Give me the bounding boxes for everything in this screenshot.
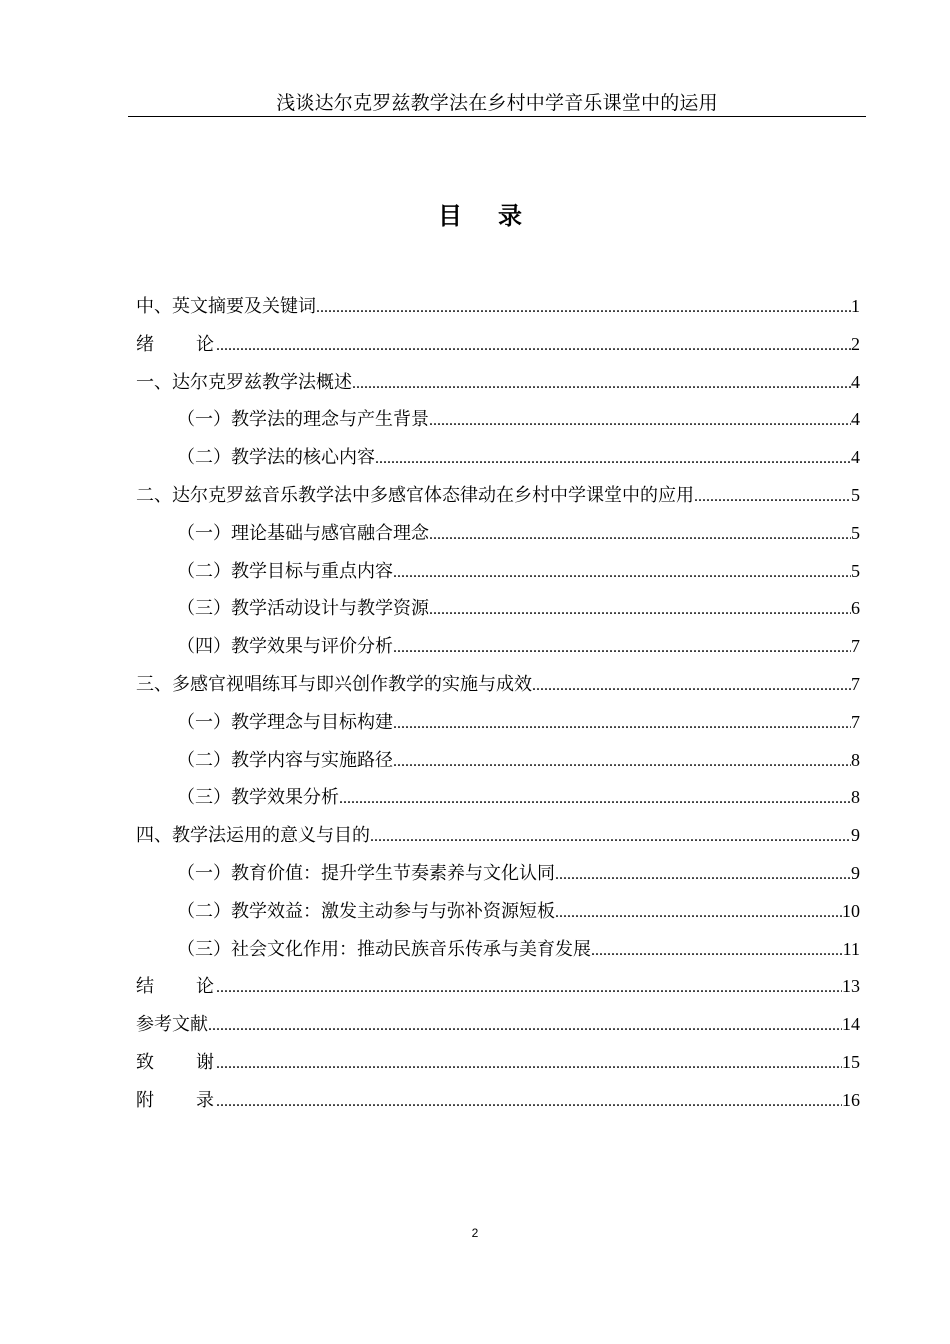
toc-dot-leader bbox=[393, 710, 851, 738]
toc-entry[interactable] bbox=[136, 632, 860, 670]
toc-entry[interactable] bbox=[136, 292, 860, 330]
toc-entry-page: 4 bbox=[851, 447, 860, 468]
toc-entry[interactable] bbox=[136, 972, 860, 1010]
toc-entry-title: （一）教育价值：提升学生节奏素养与文化认同 bbox=[177, 862, 555, 884]
toc-entry-title: （三）教学活动设计与教学资源 bbox=[177, 598, 429, 620]
toc-entry[interactable] bbox=[136, 746, 860, 784]
toc-dot-leader bbox=[208, 1012, 842, 1040]
toc-entry-page: 5 bbox=[851, 522, 860, 543]
toc-entry[interactable] bbox=[136, 557, 860, 595]
toc-entry-page: 8 bbox=[851, 749, 860, 770]
toc-entry-title: （二）教学效益：激发主动参与与弥补资源短板 bbox=[177, 900, 555, 922]
toc-entry-page: 4 bbox=[851, 371, 860, 392]
toc-dot-leader bbox=[316, 294, 851, 322]
toc-entry-page: 2 bbox=[851, 333, 860, 354]
toc-entry-page: 1 bbox=[851, 296, 860, 316]
toc-entry[interactable] bbox=[136, 935, 860, 973]
toc-dot-leader bbox=[216, 1050, 842, 1078]
toc-dot-leader bbox=[375, 445, 851, 473]
toc-entry-title: 参考文献 bbox=[136, 1014, 208, 1036]
toc-entry[interactable] bbox=[136, 708, 860, 746]
toc-entry[interactable] bbox=[136, 443, 860, 481]
toc-entry[interactable] bbox=[136, 897, 860, 935]
toc-entry-title: （一）理论基础与感官融合理念 bbox=[177, 522, 429, 544]
toc-entry-title: （一）教学理念与目标构建 bbox=[177, 711, 393, 733]
toc-dot-leader bbox=[555, 899, 842, 927]
toc-entry[interactable] bbox=[136, 821, 860, 859]
toc-entry-title: 附录 bbox=[136, 1089, 256, 1111]
toc-entry-title: 四、教学法运用的意义与目的 bbox=[136, 825, 370, 847]
toc-dot-leader bbox=[393, 748, 851, 776]
toc-entry-page: 7 bbox=[851, 711, 860, 732]
toc-entry-page: 9 bbox=[851, 825, 860, 846]
toc-title: 目录 bbox=[438, 201, 558, 230]
toc-entry-page: 7 bbox=[851, 673, 860, 694]
toc-entry-page: 5 bbox=[851, 484, 860, 505]
toc-dot-leader bbox=[216, 974, 842, 1002]
toc-dot-leader bbox=[393, 634, 851, 662]
toc-entry[interactable] bbox=[136, 519, 860, 557]
toc-entry-title: 致谢 bbox=[136, 1051, 256, 1073]
toc-dot-leader bbox=[429, 596, 851, 624]
header-rule bbox=[128, 116, 866, 117]
toc-entry[interactable] bbox=[136, 1048, 860, 1086]
toc-entry-title: （四）教学效果与评价分析 bbox=[177, 636, 393, 658]
toc-entry-title: 三、多感官视唱练耳与即兴创作教学的实施与成效 bbox=[136, 673, 532, 695]
toc-entry-title: 一、达尔克罗兹教学法概述 bbox=[136, 371, 352, 393]
page-number: 2 bbox=[471, 1226, 479, 1240]
toc-entry[interactable] bbox=[136, 330, 860, 368]
running-header: 浅谈达尔克罗兹教学法在乡村中学音乐课堂中的运用 bbox=[276, 92, 718, 114]
toc-entry[interactable] bbox=[136, 783, 860, 821]
toc-dot-leader bbox=[370, 823, 851, 851]
toc-dot-leader bbox=[429, 521, 851, 549]
toc-dot-leader bbox=[429, 407, 851, 435]
toc-entry-page: 14 bbox=[842, 1014, 860, 1035]
toc-dot-leader bbox=[352, 370, 851, 398]
toc-dot-leader bbox=[393, 559, 851, 587]
toc-dot-leader bbox=[216, 1088, 842, 1116]
toc-entry-title: 中、英文摘要及关键词 bbox=[136, 296, 316, 317]
toc-dot-leader bbox=[694, 483, 851, 511]
toc-entry-title: （三）社会文化作用：推动民族音乐传承与美育发展 bbox=[177, 938, 591, 960]
toc-entry-page: 15 bbox=[842, 1051, 860, 1072]
toc-entry-page: 4 bbox=[851, 409, 860, 430]
toc-dot-leader bbox=[532, 672, 851, 700]
toc-dot-leader bbox=[555, 861, 851, 889]
toc-dot-leader bbox=[216, 332, 851, 360]
toc-entry-page: 9 bbox=[851, 862, 860, 883]
toc-entry-title: （三）教学效果分析 bbox=[177, 787, 339, 809]
toc-entry[interactable] bbox=[136, 368, 860, 406]
toc-entry-title: （一）教学法的理念与产生背景 bbox=[177, 409, 429, 431]
toc-entry[interactable] bbox=[136, 1086, 860, 1124]
toc-entry-page: 10 bbox=[842, 900, 860, 921]
toc-entry-page: 5 bbox=[851, 560, 860, 581]
toc-entry-title: 绪论 bbox=[136, 333, 256, 355]
toc-entry-page: 8 bbox=[851, 787, 860, 808]
toc-entry-title: 二、达尔克罗兹音乐教学法中多感官体态律动在乡村中学课堂中的应用 bbox=[136, 484, 694, 506]
toc-entry-page: 16 bbox=[842, 1089, 860, 1110]
toc-entry-page: 6 bbox=[851, 598, 860, 619]
toc-entry-title: （二）教学内容与实施路径 bbox=[177, 749, 393, 771]
toc-entry-page: 13 bbox=[842, 976, 860, 997]
toc-entry[interactable] bbox=[136, 481, 860, 519]
toc-entry[interactable] bbox=[136, 1010, 860, 1048]
toc-dot-leader bbox=[591, 937, 843, 965]
toc-dot-leader bbox=[339, 785, 851, 813]
table-of-contents bbox=[136, 292, 860, 1124]
toc-entry-title: 结论 bbox=[136, 976, 256, 998]
toc-entry-page: 11 bbox=[842, 938, 860, 959]
toc-entry-page: 7 bbox=[851, 636, 860, 657]
toc-entry[interactable] bbox=[136, 594, 860, 632]
toc-entry[interactable] bbox=[136, 670, 860, 708]
toc-entry[interactable] bbox=[136, 405, 860, 443]
toc-entry[interactable] bbox=[136, 859, 860, 897]
toc-entry-title: （二）教学目标与重点内容 bbox=[177, 560, 393, 582]
toc-entry-title: （二）教学法的核心内容 bbox=[177, 447, 375, 469]
